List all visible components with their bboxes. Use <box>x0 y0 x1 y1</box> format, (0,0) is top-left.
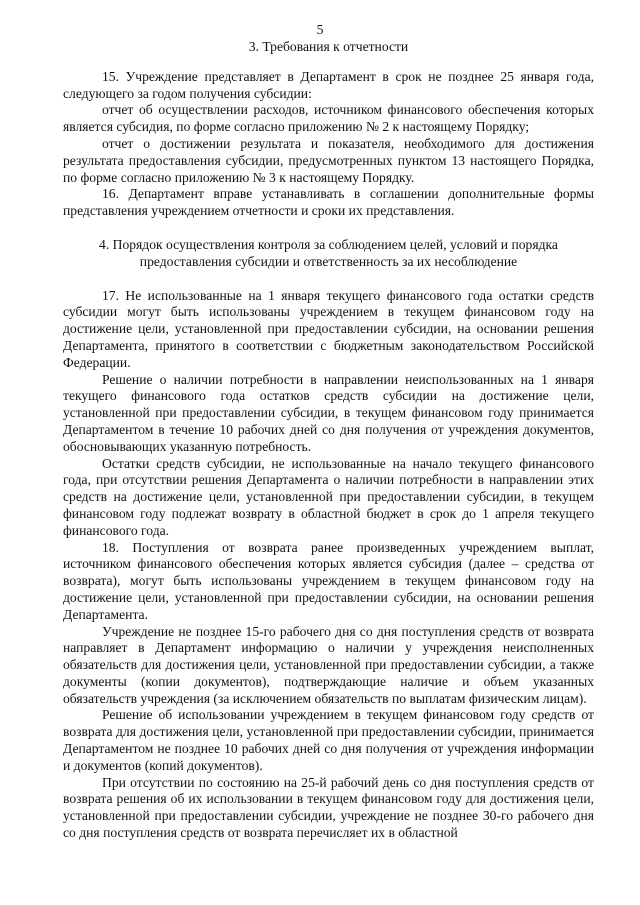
paragraph-17-return: Остатки средств субсидии, не использованные на начало текущего финансового года, при отсутствии решения Департамента о наличии потребности в направлении этих средств на достижение цели, установленной при предоставлении субсидии, в текущем финансовом году подлежат возврату в областной бюджет в срок до 1 апреля текущего финансового года. <box>63 455 594 538</box>
document-body <box>63 0 594 842</box>
paragraph-15-report-expenses: отчет об осуществлении расходов, источником финансового обеспечения которых является субсидия, по форме согласно приложению № 2 к настоящему Порядку; <box>63 102 594 135</box>
paragraph-17: 17. Не использованные на 1 января текущего финансового года остатки средств субсидии могут быть использованы учреждением в текущем финансовом году на достижение цели, установленной при предоставлении субсидии, на основании решения Департамента, принятого в соответствии с бюджетным законодательством Российской Федерации. <box>63 287 594 370</box>
section-4-title-line-2: предоставления субсидии и ответственность за их несоблюдение <box>139 253 518 269</box>
paragraph-15-report-results: отчет о достижении результата и показателя, необходимого для достижения результата предоставления субсидии, предусмотренных пунктом 13 настоящего Порядка, по форме согласно приложению № 3 к настоящему Порядку. <box>63 135 594 185</box>
paragraph-18: 18. Поступления от возврата ранее произведенных учреждением выплат, источником финансового обеспечения которых является субсидия (далее – средства от возврата), могут быть использованы учреждением в текущем финансовом году на достижение цели, установленной при предоставлении субсидии, на основании решения Департамента. <box>63 539 594 622</box>
paragraph-18-transfer: При отсутствии по состоянию на 25-й рабочий день со дня поступления средств от возврата решения об их использовании в текущем финансовом году для достижения цели, установленной при предоставлении субсидии, учреждение не позднее 30-го рабочего дня со дня поступления средств от возврата перечисляет их в областной <box>63 774 594 841</box>
paragraph-17-decision: Решение о наличии потребности в направлении неиспользованных на 1 января текущего финансового года остатков средств субсидии на достижение цели, установленной при предоставлении субсидии, в текущем финансовом году принимается Департаментом в течение 10 рабочих дней со дня получения от учреждения документов, обосновывающих указанную потребность. <box>63 371 594 454</box>
page-number: 5 <box>316 22 324 37</box>
section-4-body <box>63 288 594 842</box>
section-3-body <box>63 69 594 220</box>
paragraph-16: 16. Департамент вправе устанавливать в соглашении дополнительные формы представления учреждением отчетности и сроки их представления. <box>63 186 594 219</box>
section-3-title: 3. Требования к отчетности <box>248 39 409 54</box>
paragraph-15: 15. Учреждение представляет в Департамент в срок не позднее 25 января года, следующего за годом получения субсидии: <box>63 68 594 101</box>
section-4-title <box>63 237 594 271</box>
paragraph-18-decision: Решение об использовании учреждением в текущем финансовом году средств от возврата для достижения цели, установленной при предоставлении субсидии, принимается Департаментом не позднее 10 рабочих дней со дня получения от учреждения информации и документов (копий документов). <box>63 707 594 773</box>
section-4-title-line-1: 4. Порядок осуществления контроля за соблюдением целей, условий и порядка <box>99 236 558 252</box>
paragraph-18-information: Учреждение не позднее 15-го рабочего дня со дня поступления средств от возврата направляет в Департамент информацию о наличии у учреждения неисполненных обязательств для достижения цели, установленной при предоставлении субсидии, а также документы (копии документов), подтверждающие наличие и объем указанных обязательств учреждения (за исключением обязательств по выплатам физическим лицам). <box>63 623 594 706</box>
